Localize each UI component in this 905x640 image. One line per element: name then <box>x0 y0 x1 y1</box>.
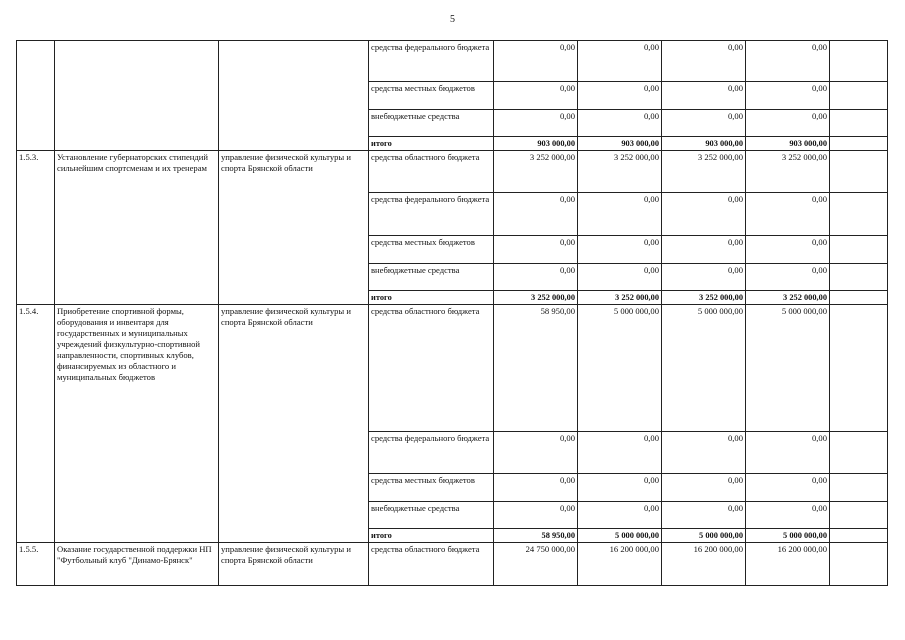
value-cell: 58 950,00 <box>494 529 578 543</box>
funding-source: средства федерального бюджета <box>369 193 494 236</box>
value-cell: 0,00 <box>746 264 830 291</box>
executor-cell: управление физической культуры и спорта Брянской области <box>219 305 369 543</box>
funding-source: внебюджетные средства <box>369 264 494 291</box>
value-cell: 0,00 <box>746 41 830 82</box>
executor-cell: управление физической культуры и спорта Брянской области <box>219 543 369 586</box>
value-cell: 3 252 000,00 <box>662 151 746 193</box>
table-row <box>17 543 888 586</box>
value-cell: 3 252 000,00 <box>746 291 830 305</box>
value-cell: 0,00 <box>662 82 746 110</box>
value-cell: 0,00 <box>746 110 830 137</box>
value-cell: 0,00 <box>662 474 746 502</box>
value-cell: 16 200 000,00 <box>746 543 830 586</box>
value-cell: 16 200 000,00 <box>662 543 746 586</box>
value-cell: 0,00 <box>494 41 578 82</box>
value-cell: 0,00 <box>746 82 830 110</box>
funding-source: итого <box>369 529 494 543</box>
value-cell: 0,00 <box>746 502 830 529</box>
note-cell <box>830 82 888 110</box>
value-cell: 0,00 <box>746 236 830 264</box>
note-cell <box>830 264 888 291</box>
value-cell: 0,00 <box>494 474 578 502</box>
value-cell: 3 252 000,00 <box>662 291 746 305</box>
value-cell: 0,00 <box>578 82 662 110</box>
value-cell: 5 000 000,00 <box>662 529 746 543</box>
funding-source: внебюджетные средства <box>369 502 494 529</box>
funding-source: итого <box>369 291 494 305</box>
value-cell: 903 000,00 <box>578 137 662 151</box>
funding-source: средства местных бюджетов <box>369 236 494 264</box>
note-cell <box>830 41 888 82</box>
value-cell: 5 000 000,00 <box>578 305 662 432</box>
funding-source: средства федерального бюджета <box>369 41 494 82</box>
value-cell: 3 252 000,00 <box>746 151 830 193</box>
note-cell <box>830 432 888 474</box>
value-cell: 5 000 000,00 <box>578 529 662 543</box>
value-cell: 0,00 <box>494 432 578 474</box>
value-cell: 58 950,00 <box>494 305 578 432</box>
value-cell: 0,00 <box>662 236 746 264</box>
value-cell: 0,00 <box>578 110 662 137</box>
item-name-cell: Приобретение спортивной формы, оборудования и инвентаря для государственных и муниципальных учреждений физкультурно-спортивной направленности, спортивных клубов, финансируемых из областного и муниципальных бюджетов <box>55 305 219 543</box>
budget-table <box>16 40 888 586</box>
value-cell: 0,00 <box>578 502 662 529</box>
note-cell <box>830 529 888 543</box>
item-number-cell <box>17 41 55 151</box>
item-name-cell: Оказание государственной поддержки НП "Футбольный клуб "Динамо-Брянск" <box>55 543 219 586</box>
note-cell <box>830 110 888 137</box>
value-cell: 0,00 <box>494 502 578 529</box>
value-cell: 3 252 000,00 <box>578 291 662 305</box>
note-cell <box>830 305 888 432</box>
value-cell: 903 000,00 <box>662 137 746 151</box>
value-cell: 0,00 <box>662 264 746 291</box>
value-cell: 0,00 <box>746 432 830 474</box>
value-cell: 3 252 000,00 <box>494 151 578 193</box>
value-cell: 5 000 000,00 <box>746 529 830 543</box>
value-cell: 903 000,00 <box>494 137 578 151</box>
value-cell: 0,00 <box>578 236 662 264</box>
item-number-cell: 1.5.4. <box>17 305 55 543</box>
note-cell <box>830 502 888 529</box>
value-cell: 0,00 <box>746 193 830 236</box>
note-cell <box>830 137 888 151</box>
value-cell: 24 750 000,00 <box>494 543 578 586</box>
funding-source: средства федерального бюджета <box>369 432 494 474</box>
value-cell: 0,00 <box>662 193 746 236</box>
value-cell: 0,00 <box>578 193 662 236</box>
item-number-cell: 1.5.5. <box>17 543 55 586</box>
value-cell: 5 000 000,00 <box>662 305 746 432</box>
value-cell: 0,00 <box>494 193 578 236</box>
value-cell: 16 200 000,00 <box>578 543 662 586</box>
funding-source: средства местных бюджетов <box>369 82 494 110</box>
table-row <box>17 305 888 432</box>
note-cell <box>830 291 888 305</box>
note-cell <box>830 236 888 264</box>
page-number: 5 <box>450 14 455 25</box>
note-cell <box>830 474 888 502</box>
value-cell: 0,00 <box>746 474 830 502</box>
value-cell: 0,00 <box>494 110 578 137</box>
note-cell <box>830 193 888 236</box>
funding-source: средства местных бюджетов <box>369 474 494 502</box>
item-name-cell <box>55 41 219 151</box>
value-cell: 0,00 <box>578 474 662 502</box>
note-cell <box>830 543 888 586</box>
value-cell: 0,00 <box>662 41 746 82</box>
value-cell: 5 000 000,00 <box>746 305 830 432</box>
executor-cell <box>219 41 369 151</box>
executor-cell: управление физической культуры и спорта Брянской области <box>219 151 369 305</box>
note-cell <box>830 151 888 193</box>
item-name-cell: Установление губернаторских стипендий сильнейшим спортсменам и их тренерам <box>55 151 219 305</box>
table-row <box>17 151 888 193</box>
funding-source: средства областного бюджета <box>369 305 494 432</box>
funding-source: средства областного бюджета <box>369 543 494 586</box>
table-row <box>17 41 888 82</box>
funding-source: итого <box>369 137 494 151</box>
funding-source: средства областного бюджета <box>369 151 494 193</box>
value-cell: 0,00 <box>494 82 578 110</box>
value-cell: 0,00 <box>578 432 662 474</box>
value-cell: 903 000,00 <box>746 137 830 151</box>
value-cell: 0,00 <box>662 432 746 474</box>
value-cell: 0,00 <box>662 502 746 529</box>
funding-source: внебюджетные средства <box>369 110 494 137</box>
value-cell: 0,00 <box>494 264 578 291</box>
value-cell: 3 252 000,00 <box>494 291 578 305</box>
value-cell: 0,00 <box>578 41 662 82</box>
item-number-cell: 1.5.3. <box>17 151 55 305</box>
value-cell: 3 252 000,00 <box>578 151 662 193</box>
value-cell: 0,00 <box>578 264 662 291</box>
value-cell: 0,00 <box>662 110 746 137</box>
value-cell: 0,00 <box>494 236 578 264</box>
